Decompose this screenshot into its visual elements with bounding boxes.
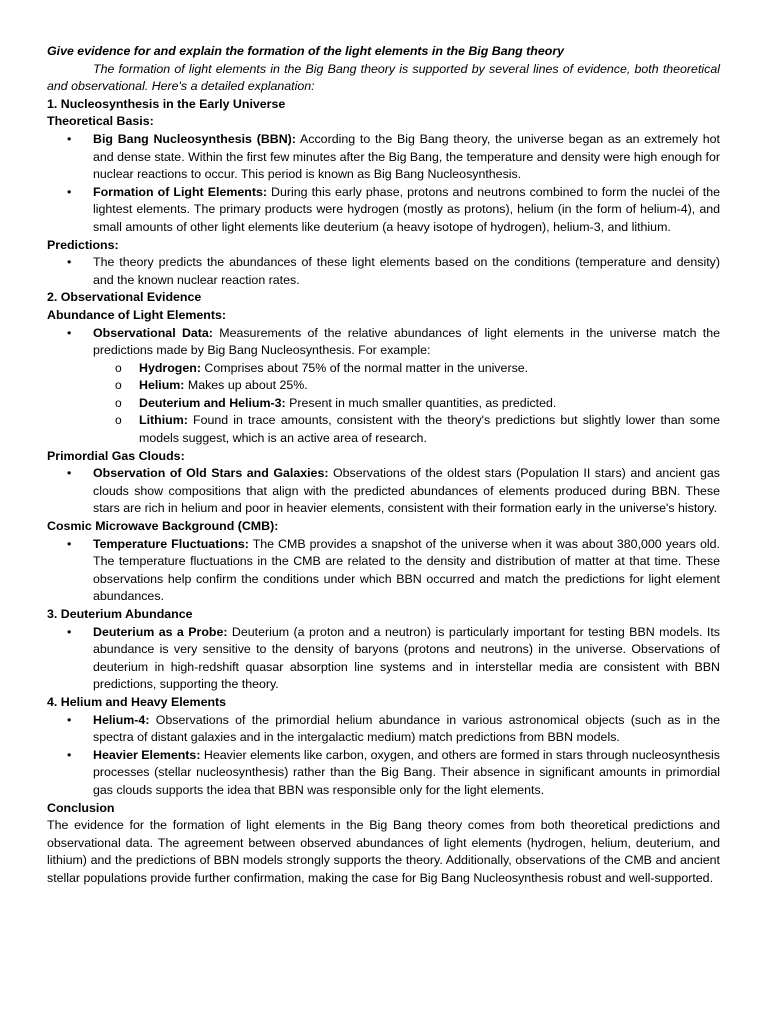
section-2-heading: 2. Observational Evidence [47, 290, 202, 305]
theoretical-basis-heading: Theoretical Basis: [47, 114, 154, 129]
section-1-heading: 1. Nucleosynthesis in the Early Universe [47, 96, 286, 111]
list-item-text: Heavier elements like carbon, oxygen, and others are formed in stars through nucleosynthesis processes (stellar nucleosynthesis) rather than the Big Bang. Their absence in significant amounts in primordial gas clouds supports the idea that BBN was responsible only for the light elements. [93, 747, 720, 797]
list-item [47, 465, 720, 518]
theoretical-basis-list [47, 131, 720, 237]
document-title: Give evidence for and explain the formation of the light elements in the Big Bang theory [47, 44, 565, 58]
sublist-item-text: Present in much smaller quantities, as predicted. [285, 395, 557, 410]
cmb-list [47, 536, 720, 606]
sublist-item-term: Helium: [139, 378, 185, 393]
sublist-item-term: Deuterium and Helium-3: [139, 395, 286, 410]
sublist-item [47, 360, 720, 378]
sublist-item-term: Hydrogen: [139, 360, 201, 375]
sublist-item-text: Comprises about 75% of the normal matter in the universe. [200, 360, 529, 375]
list-item [47, 184, 720, 237]
document-page [47, 43, 720, 888]
conclusion-heading: Conclusion [47, 800, 115, 815]
predictions-heading: Predictions: [47, 237, 119, 252]
list-item-text: Observations of the oldest stars (Population II stars) and ancient gas clouds show compositions that align with the predicted abundances of elements produced during BBN. These stars are rich in helium and poor in heavier elements, consistent with their formation early in the universe's history. [93, 466, 721, 516]
list-item [47, 325, 720, 360]
list-item-text: Deuterium (a proton and a neutron) is particularly important for testing BBN models. Its abundance is very sensitive to the density of baryons (protons and neutrons) in the universe. Observations of deuterium in high-redshift quasar absorption line systems and in interstellar media are consistent with BBN predictions, supporting the theory. [93, 624, 720, 692]
list-item-text: The CMB provides a snapshot of the universe when it was about 380,000 years old. The temperature fluctuations in the CMB are related to the density and distribution of matter at that time. These observations help confirm the conditions under which BBN occurred and match the predictions for light element abundances. [93, 536, 720, 604]
list-item-term: Formation of Light Elements: [93, 184, 267, 199]
abundance-heading: Abundance of Light Elements: [47, 307, 226, 322]
sublist-item-term: Lithium: [139, 413, 188, 428]
sublist-item [47, 412, 720, 447]
cmb-heading: Cosmic Microwave Background (CMB): [47, 519, 279, 534]
list-item [47, 254, 720, 289]
conclusion-paragraph: The evidence for the formation of light elements in the Big Bang theory comes from both theoretical predictions and observational data. The agreement between observed abundances of light elements (hydrogen, helium, deuterium, and lithium) and the predictions of BBN models strongly supports the theory. Additionally, observations of the CMB and ancient stellar populations provide further confirmation, making the case for Big Bang Nucleosynthesis robust and well-supported. [47, 818, 720, 885]
list-item-term: Deuterium as a Probe: [93, 624, 228, 639]
sublist-item [47, 395, 720, 413]
list-item-term: Big Bang Nucleosynthesis (BBN): [93, 131, 296, 146]
list-item-text: Measurements of the relative abundances of light elements in the universe match the predictions made by Big Bang Nucleosynthesis. For example: [93, 325, 721, 358]
helium-heavy-list [47, 712, 720, 800]
sublist-item [47, 377, 720, 395]
list-item-text: The theory predicts the abundances of these light elements based on the conditions (temperature and density) and the known nuclear reaction rates. [93, 255, 720, 287]
list-item-text: Observations of the primordial helium abundance in various astronomical objects (such as in the spectra of distant galaxies and in the intergalactic medium) match predictions from BBN models. [93, 712, 720, 745]
abundance-list [47, 325, 720, 360]
list-item [47, 131, 720, 184]
sublist-item-text: Found in trace amounts, consistent with the theory's predictions but slightly lower than some models suggest, which is an active area of research. [139, 413, 720, 446]
section-4-heading: 4. Helium and Heavy Elements [47, 694, 227, 709]
list-item-term: Helium-4: [93, 712, 150, 727]
list-item [47, 536, 720, 606]
list-item-text: During this early phase, protons and neutrons combined to form the nuclei of the lightest elements. The primary products were hydrogen (mostly as protons), helium (in the form of helium-4), and small amounts of other light elements like deuterium (a heavy isotope of hydrogen), helium-3, and lithium. [93, 184, 720, 234]
list-item-term: Observational Data: [93, 325, 213, 340]
deuterium-list [47, 624, 720, 694]
list-item-term: Temperature Fluctuations: [93, 536, 249, 551]
intro-paragraph: The formation of light elements in the Big Bang theory is supported by several lines of evidence, both theoretical and observational. Here's a detailed explanation: [47, 61, 720, 94]
list-item-term: Observation of Old Stars and Galaxies: [93, 466, 329, 481]
primordial-gas-heading: Primordial Gas Clouds: [47, 448, 185, 463]
predictions-list [47, 254, 720, 289]
list-item [47, 624, 720, 694]
element-abundance-sublist [47, 360, 720, 448]
list-item [47, 712, 720, 747]
sublist-item-text: Makes up about 25%. [184, 378, 308, 393]
list-item [47, 747, 720, 800]
section-3-heading: 3. Deuterium Abundance [47, 607, 193, 621]
list-item-text: According to the Big Bang theory, the universe began as an extremely hot and dense state. Within the first few minutes after the Big Bang, the temperature and density were high enough for nuclear reactions to occur. This period is known as Big Bang Nucleosynthesis. [93, 131, 720, 182]
list-item-term: Heavier Elements: [93, 747, 201, 762]
primordial-gas-list [47, 465, 720, 518]
